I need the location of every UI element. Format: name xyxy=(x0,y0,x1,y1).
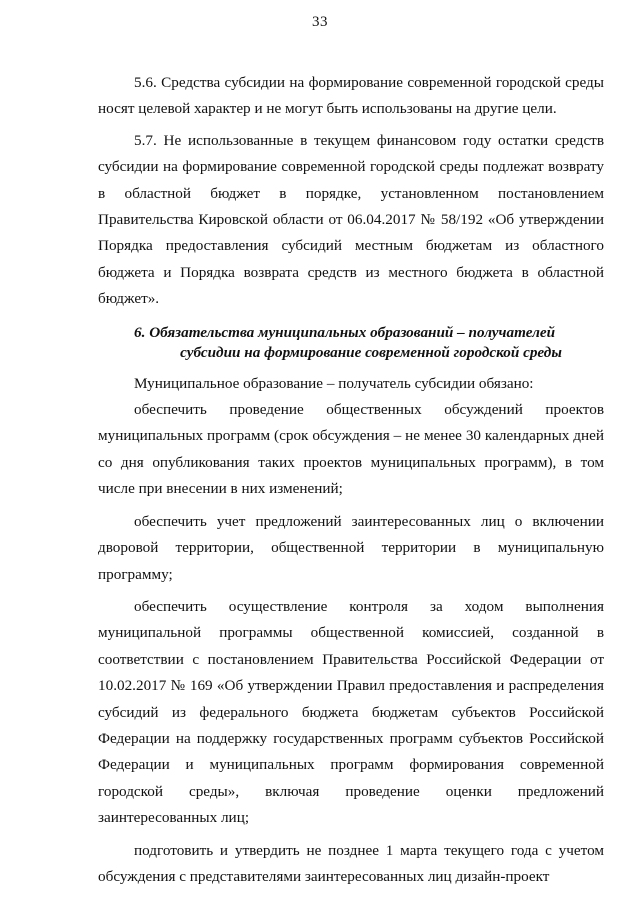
section-6-heading-line2: субсидии на формирование современной городской среды xyxy=(180,343,562,361)
obligation-consider-proposals: обеспечить учет предложений заинтересованных лиц о включении дворовой территории, общественной территории в муниципальную программу; xyxy=(98,512,604,583)
obligation-control: обеспечить осуществление контроля за ходом выполнения муниципальной программы общественной комиссией, созданной в соответствии с постановлением Правительства Российской Федерации от 10.02.2017 № 169 «Об утверждении Правил предоставления и распределения субсидий из федерального бюджета бюджетам субъектов Российской Федерации на поддержку государственных программ субъектов Российской Федерации и муниципальных программ формирования современной городской среды», включая проведение оценки предложений заинтересованных лиц; xyxy=(98,597,604,827)
obligation-design-project: подготовить и утвердить не позднее 1 марта текущего года с учетом обсуждения с представителями заинтересованных лиц дизайн-проект xyxy=(98,841,604,885)
obligations-intro: Муниципальное образование – получатель субсидии обязано: xyxy=(134,374,534,392)
paragraph-5-7: 5.7. Не использованные в текущем финансовом году остатки средств субсидии на формирование современной городской среды подлежат возврату в областной бюджет в порядке, установленном постановлением Правительства Кировской области от 06.04.2017 № 58/192 «Об утверждении Порядка предоставления субсидий местным бюджетам из областного бюджета и Порядка возврата средств из местного бюджета в областной бюджет». xyxy=(98,131,604,308)
document-body xyxy=(98,70,604,890)
page-number: 33 xyxy=(312,14,328,30)
paragraph-5-6: 5.6. Средства субсидии на формирование современной городской среды носят целевой характер и не могут быть использованы на другие цели. xyxy=(98,74,604,118)
section-6-heading xyxy=(98,323,604,363)
obligation-public-discussion: обеспечить проведение общественных обсуждений проектов муниципальных программ (срок обсуждения – не менее 30 календарных дней со дня опубликования таких проектов муниципальных программ), в том числе при внесении в них изменений; xyxy=(98,401,604,498)
section-6-heading-line1: 6. Обязательства муниципальных образований – получателей xyxy=(134,323,556,341)
